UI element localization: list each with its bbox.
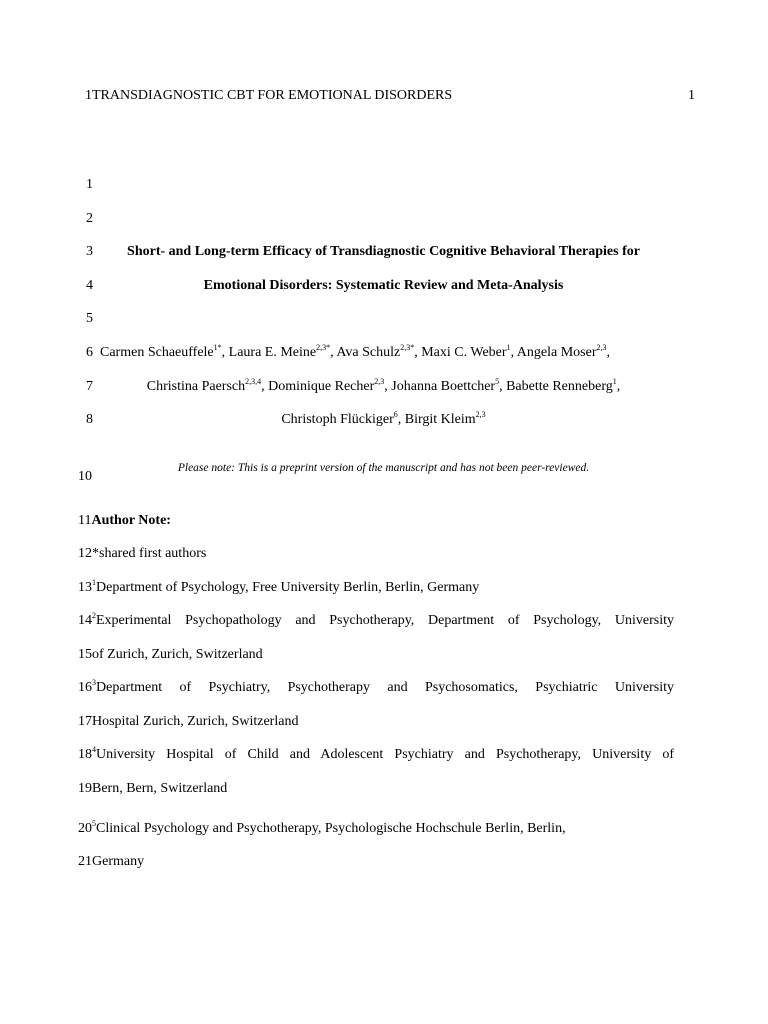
author-separator: , [330, 345, 337, 360]
affiliation-3 [78, 678, 674, 695]
author-affiliation-mark: 1 [612, 377, 617, 386]
paper-title-line-1: Short- and Long-term Efficacy of Transdiagnostic Cognitive Behavioral Therapies for [127, 244, 640, 259]
author-affiliation-mark: 5 [495, 377, 500, 386]
affiliation-4 [78, 745, 674, 762]
affiliation-5 [78, 819, 566, 836]
author-affiliation-mark: 1 [506, 343, 511, 352]
affiliation-text: Germany [92, 854, 145, 869]
affiliation-text: Experimental Psychopathology and Psychotherapy, Department of Psychology, University [96, 613, 674, 628]
author-note-heading-line [78, 514, 171, 528]
affiliation-mark: 3 [92, 678, 96, 687]
affiliation-text: of Zurich, Zurich, Switzerland [92, 647, 263, 662]
page-number: 1 [688, 88, 695, 103]
line-number: 18 [78, 747, 92, 762]
line-number: 12 [78, 546, 92, 561]
affiliation-mark: 1 [92, 578, 96, 587]
line-number: 7 [86, 379, 93, 394]
affiliation-mark: 5 [92, 819, 96, 828]
shared-first-authors: *shared first authors [92, 546, 207, 561]
line-number: 15 [78, 647, 92, 662]
affiliation-3-continued [78, 715, 298, 729]
author-affiliation-mark: 1* [213, 343, 222, 352]
line-number: 4 [86, 278, 93, 293]
author-separator: , [510, 345, 517, 360]
line-number: 2 [86, 211, 93, 226]
line-number: 19 [78, 781, 92, 796]
author-name: Christoph Flückiger [281, 412, 394, 427]
preprint-note: Please note: This is a preprint version of the manuscript and has not been peer-reviewed. [177, 462, 590, 474]
author-note-heading: Author Note: [91, 513, 171, 528]
author-separator: , [261, 379, 269, 394]
author-separator: , [397, 412, 405, 427]
affiliation-mark: 2 [92, 611, 96, 620]
author-name: Christina Paersch [146, 379, 246, 394]
author-separator: , [616, 379, 621, 394]
line-number: 17 [78, 714, 92, 729]
affiliation-text: Bern, Bern, Switzerland [92, 781, 228, 796]
affiliation-text: Clinical Psychology and Psychotherapy, Psychologische Hochschule Berlin, Berlin, [96, 821, 566, 836]
affiliation-2 [78, 611, 674, 628]
author-name: Johanna Boettcher [391, 379, 496, 394]
line-number: 1 [86, 177, 93, 192]
author-name: Babette Renneberg [506, 379, 613, 394]
line-number: 3 [86, 244, 93, 259]
line-number: 11 [78, 513, 92, 528]
author-name: Carmen Schaeuffele [100, 345, 214, 360]
author-affiliation-mark: 2,3 [374, 377, 385, 386]
affiliation-text: Department of Psychiatry, Psychotherapy and Psychosomatics, Psychiatric University [96, 680, 674, 695]
running-head: 1TRANSDIAGNOSTIC CBT FOR EMOTIONAL DISORDERS [85, 88, 453, 103]
author-line-3 [100, 410, 667, 427]
author-separator: , [606, 345, 610, 360]
author-name: Ava Schulz [336, 345, 401, 360]
affiliation-text: Department of Psychology, Free University Berlin, Berlin, Germany [96, 580, 480, 595]
line-number: 16 [78, 680, 92, 695]
author-affiliation-mark: 2,3,4 [245, 377, 262, 386]
author-separator: , [414, 345, 422, 360]
affiliation-1 [78, 578, 480, 595]
line-number: 20 [78, 821, 92, 836]
author-name: Birgit Kleim [404, 412, 476, 427]
line-number: 5 [86, 311, 93, 326]
line-number: 10 [78, 469, 92, 484]
shared-authors-line [78, 547, 206, 561]
paper-title-line-2: Emotional Disorders: Systematic Review and Meta-Analysis [203, 278, 564, 293]
line-number: 8 [86, 412, 93, 427]
author-affiliation-mark: 2,3 [596, 343, 607, 352]
affiliation-5-continued [78, 855, 144, 869]
author-affiliation-mark: 6 [393, 410, 398, 419]
author-line-1 [100, 343, 667, 360]
author-name: Angela Moser [516, 345, 597, 360]
affiliation-text: University Hospital of Child and Adolescent Psychiatry and Psychotherapy, University of [96, 747, 674, 762]
line-number: 14 [78, 613, 92, 628]
affiliation-2-continued [78, 648, 263, 662]
author-name: Dominique Recher [268, 379, 375, 394]
line-number: 6 [86, 345, 93, 360]
author-affiliation-mark: 2,3* [316, 343, 331, 352]
author-separator: , [384, 379, 392, 394]
author-separator: , [221, 345, 229, 360]
author-separator: , [499, 379, 507, 394]
affiliation-text: Hospital Zurich, Zurich, Switzerland [92, 714, 299, 729]
author-affiliation-mark: 2,3 [475, 410, 486, 419]
line-number: 21 [78, 854, 92, 869]
author-name: Laura E. Meine [228, 345, 317, 360]
author-affiliation-mark: 2,3* [400, 343, 415, 352]
author-name: Maxi C. Weber [421, 345, 507, 360]
line-number: 13 [78, 580, 92, 595]
affiliation-4-continued [78, 782, 227, 796]
author-line-2 [100, 377, 667, 394]
affiliation-mark: 4 [92, 745, 96, 754]
